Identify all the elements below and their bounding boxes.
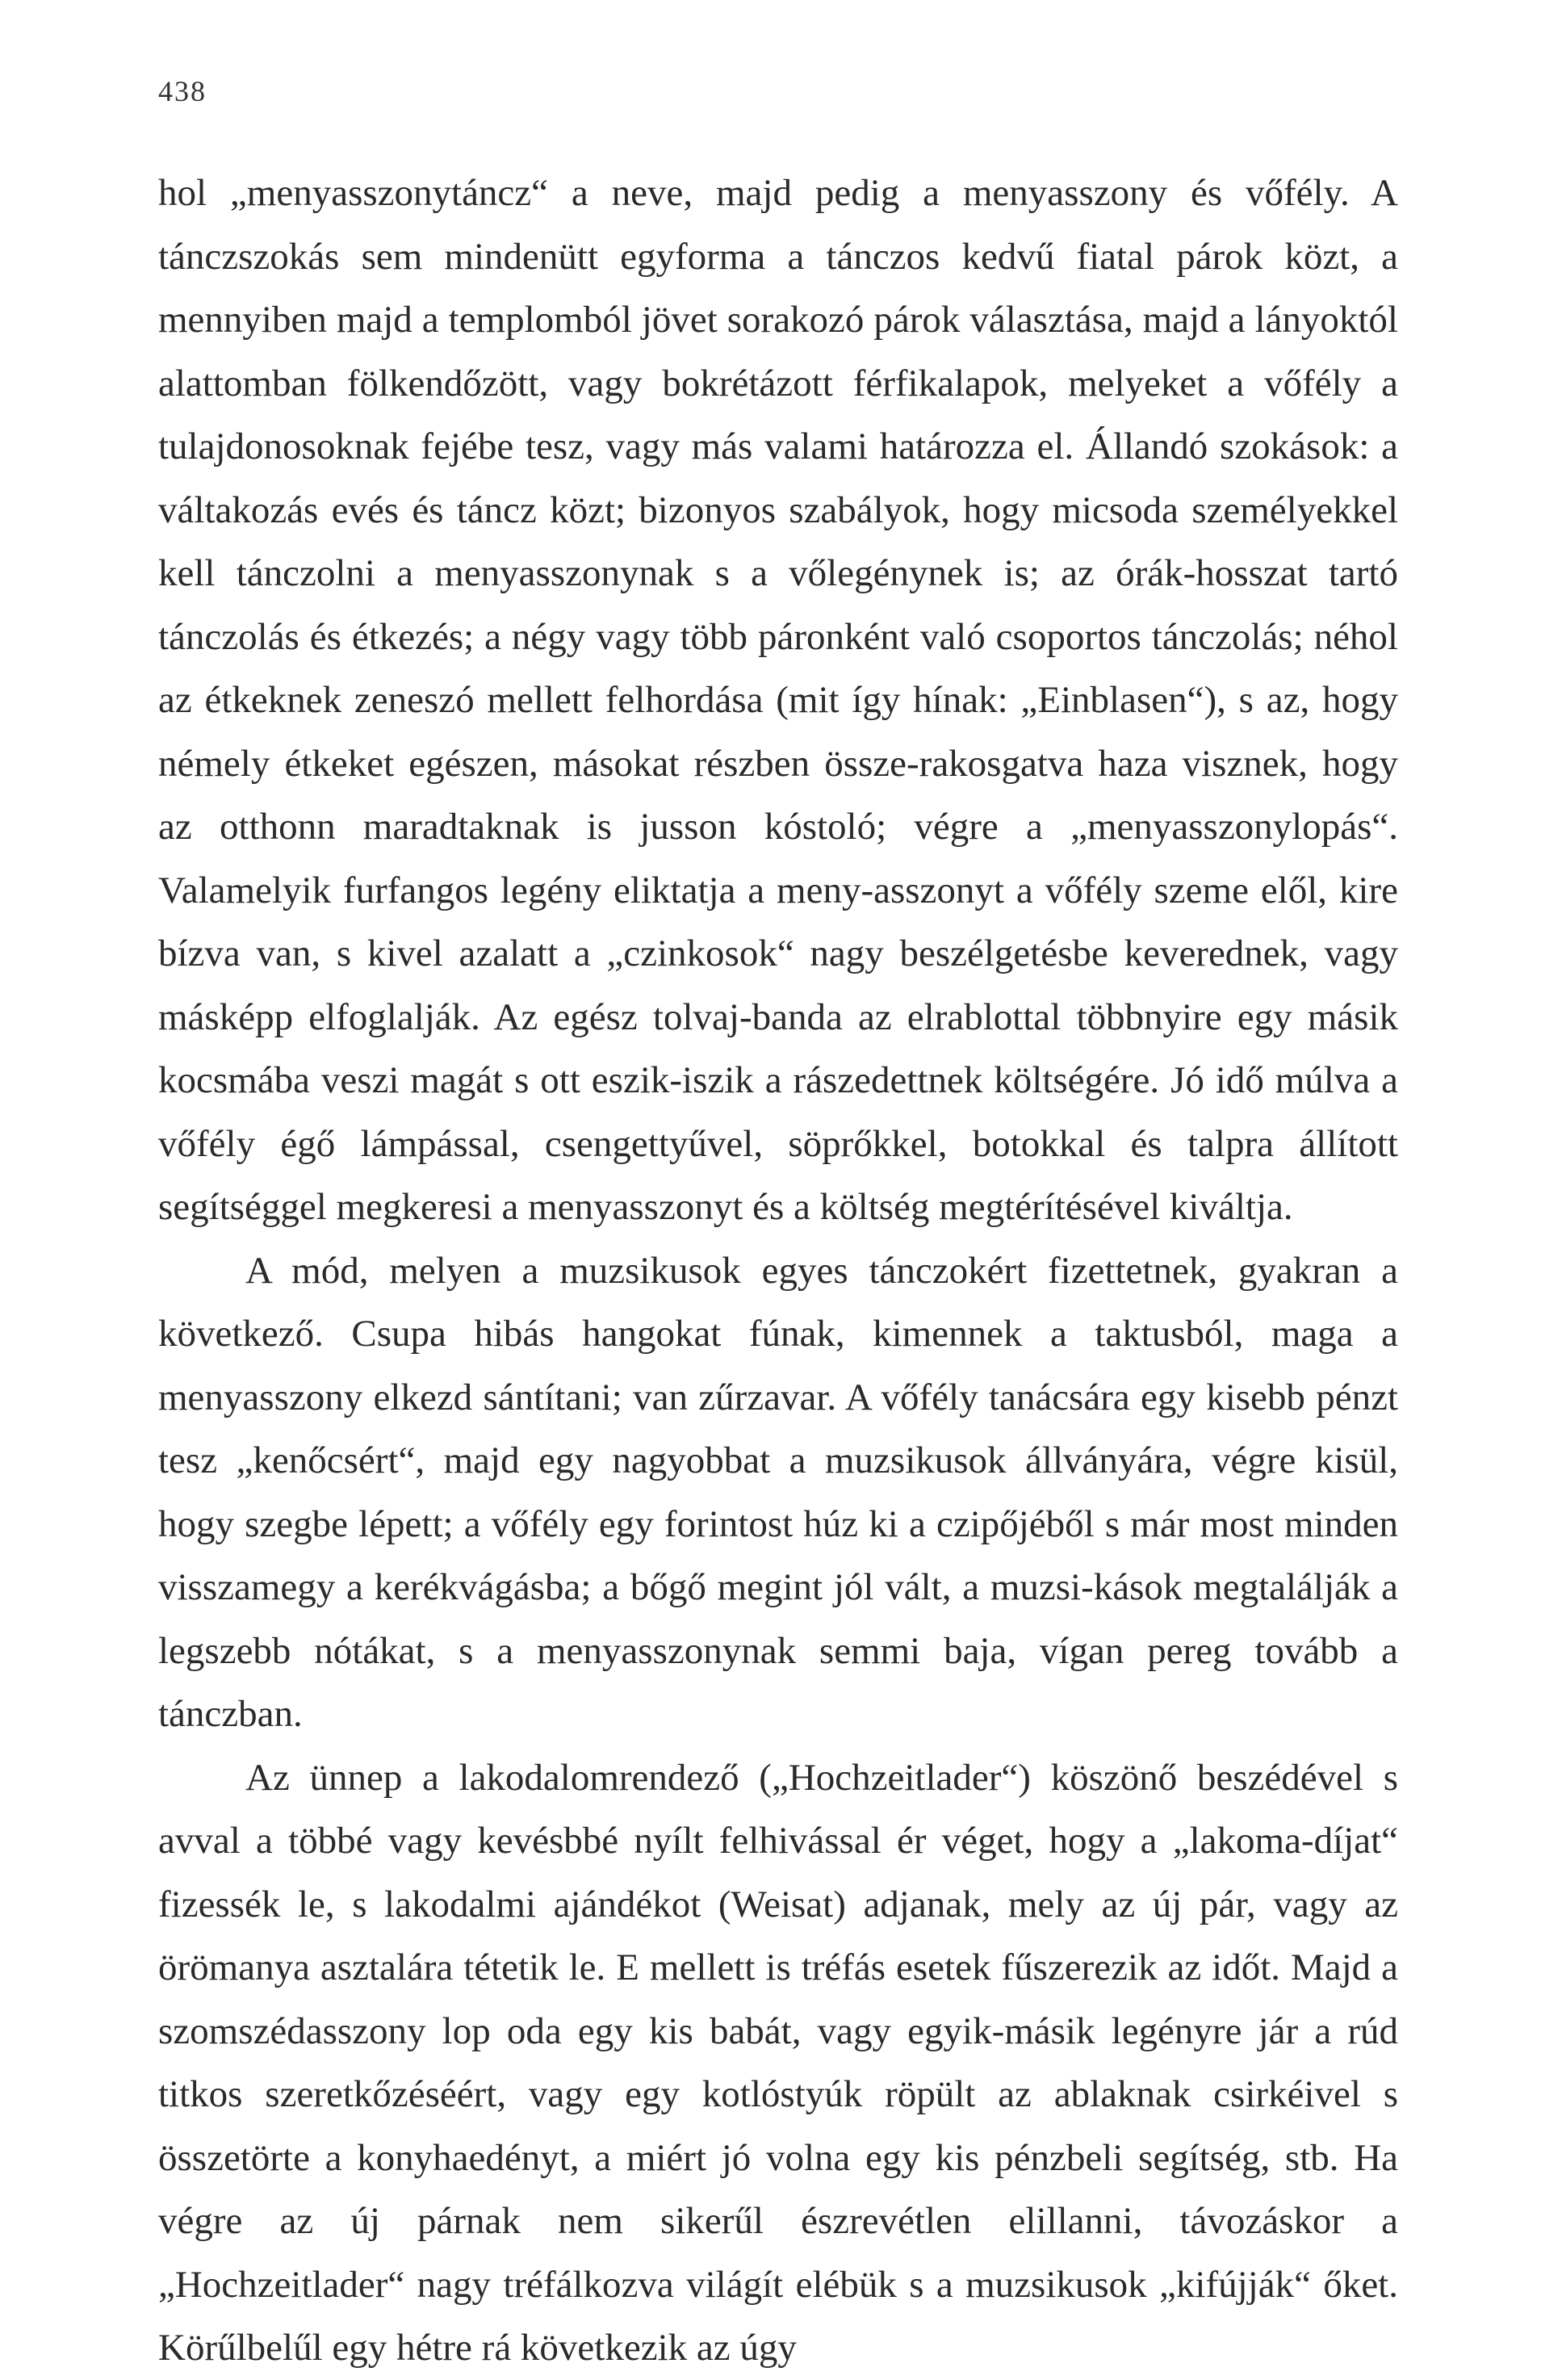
body-text [158,161,1398,2380]
paragraph-2: A mód, melyen a muzsikusok egyes tánczokért fizettetnek, gyakran a következő. Csupa hibás hangokat fúnak, kimennek a taktusból, maga a menyasszony elkezd sántítani; van zűrzavar. A vőfély tanácsára egy kisebb pénzt tesz „kenőcsért“, majd egy nagyobbat a muzsikusok állványára, végre kisül, hogy szegbe lépett; a vőfély egy forintost húz ki a czipőjéből s már most minden visszamegy a kerékvágásba; a bőgő megint jól vált, a muzsi-kások megtalálják a legszebb nótákat, s a menyasszonynak semmi baja, vígan pereg tovább a tánczban. [158,1249,1398,1735]
paragraph-3: Az ünnep a lakodalomrendező („Hochzeitlader“) köszönő beszédével s avval a többé vagy kevésbbé nyílt felhivással ér véget, hogy a „lakoma-díjat“ fizessék le, s lakodalmi ajándékot (Weisat) adjanak, mely az új pár, vagy az örömanya asztalára tétetik le. E mellett is tréfás esetek fűszerezik az időt. Majd a szomszédasszony lop oda egy kis babát, vagy egyik-másik legényre jár a rúd titkos szeretkőzéséért, vagy egy kotlóstyúk röpült az ablaknak csirkéivel s összetörte a konyhaedényt, a miért jó volna egy kis pénzbeli segítség, stb. Ha végre az új párnak nem sikerűl észrevétlen elillanni, távozáskor a „Hochzeitlader“ nagy tréfálkozva világít elébük s a muzsikusok „kifújják“ őket. Körűlbelűl egy hétre rá következik az úgy [158,1756,1398,2369]
page-number: 438 [158,75,207,107]
paragraph-1: hol „menyasszonytáncz“ a neve, majd pedig a menyasszony és vőfély. A tánczszokás sem mindenütt egyforma a tánczos kedvű fiatal párok közt, a mennyiben majd a templomból jövet sorakozó párok választása, majd a lányoktól alattomban fölkendőzött, vagy bokrétázott férfikalapok, melyeket a vőfély a tulajdonosoknak fejébe tesz, vagy más valami határozza el. Állandó szokások: a váltakozás evés és táncz közt; bizonyos szabályok, hogy micsoda személyekkel kell tánczolni a menyasszonynak s a vőlegénynek is; az órák-hosszat tartó tánczolás és étkezés; a négy vagy több páronként való csoportos tánczolás; néhol az étkeknek zeneszó mellett felhordása (mit így hínak: „Einblasen“), s az, hogy némely étkeket egészen, másokat részben össze-rakosgatva haza visznek, hogy az otthonn maradtaknak is jusson kóstoló; végre a „menyasszonylopás“. Valamelyik furfangos legény eliktatja a meny-asszonyt a vőfély szeme elől, kire bízva van, s kivel azalatt a „czinkosok“ nagy beszélgetésbe keverednek, vagy másképp elfoglalják. Az egész tolvaj-banda az elrablottal többnyire egy másik kocsmába veszi magát s ott eszik-iszik a rászedettnek költségére. Jó idő múlva a vőfély égő lámpással, csengettyűvel, söprőkkel, botokkal és talpra állított segítséggel megkeresi a menyasszonyt és a költség megtérítésével kiváltja. [158,172,1398,1228]
